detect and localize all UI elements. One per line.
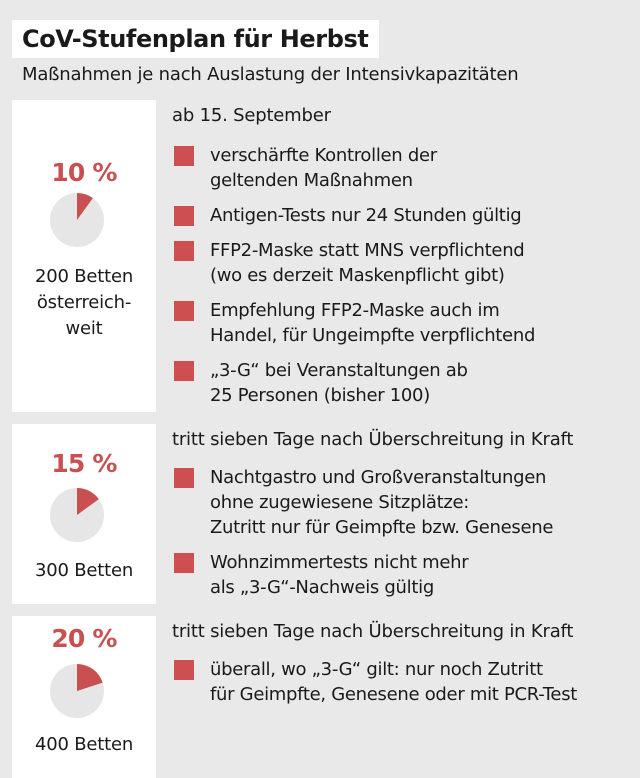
pie-chart-20 [50, 664, 104, 718]
measure-item [172, 203, 640, 228]
beds-label: 200 Betten österreich- weit [34, 266, 134, 339]
chart-title: CoV-Stufenplan für Herbst [22, 25, 369, 53]
measure-item [172, 550, 640, 600]
measure-text: „3-G“ bei Veranstaltungen ab 25 Personen (bisher 100) [210, 360, 468, 406]
bullet-square-icon [174, 660, 194, 680]
pie-chart-10 [50, 193, 104, 247]
stage-header: tritt sieben Tage nach Überschreitung in Kraft [172, 429, 574, 450]
measure-list [172, 465, 640, 610]
beds-label: 400 Betten [34, 734, 134, 755]
pie-chart-15 [50, 488, 104, 542]
bullet-square-icon [174, 146, 194, 166]
measure-item [172, 143, 640, 193]
measure-text: Nachtgastro und Großveranstaltungen ohne zugewiesene Sitzplätze: Zutritt nur für Geimpfte bzw. Genesene [210, 467, 554, 538]
stage-row-15 [12, 424, 640, 604]
stage-percentage: 20 % [51, 624, 117, 653]
stage-left-panel [12, 424, 156, 604]
bullet-square-icon [174, 206, 194, 226]
stage-percentage: 15 % [51, 449, 117, 478]
bullet-square-icon [174, 241, 194, 261]
stage-header: tritt sieben Tage nach Überschreitung in Kraft [172, 621, 574, 642]
bullet-square-icon [174, 301, 194, 321]
measure-item [172, 465, 640, 540]
measure-item [172, 298, 640, 348]
stage-left-panel [12, 100, 156, 412]
measure-item [172, 358, 640, 408]
bullet-square-icon [174, 468, 194, 488]
measure-item [172, 657, 640, 707]
measure-text: FFP2-Maske statt MNS verpflichtend (wo es derzeit Maskenpflicht gibt) [210, 240, 525, 286]
measure-text: Antigen-Tests nur 24 Stunden gültig [210, 205, 522, 226]
stage-header: ab 15. September [172, 105, 331, 126]
bullet-square-icon [174, 361, 194, 381]
measure-text: verschärfte Kontrollen der geltenden Maßnahmen [210, 145, 437, 191]
measure-list [172, 657, 640, 717]
bullet-square-icon [174, 553, 194, 573]
measure-item [172, 238, 640, 288]
title-box [12, 20, 379, 58]
stage-percentage: 10 % [51, 158, 117, 187]
stage-row-20 [12, 616, 640, 778]
stage-row-10 [12, 100, 640, 412]
measure-text: Wohnzimmertests nicht mehr als „3-G“-Nachweis gültig [210, 552, 469, 598]
measure-text: überall, wo „3-G“ gilt: nur noch Zutritt für Geimpfte, Genesene oder mit PCR-Test [210, 659, 578, 705]
beds-label: 300 Betten [34, 560, 134, 581]
measure-text: Empfehlung FFP2-Maske auch im Handel, für Ungeimpfte verpflichtend [210, 300, 536, 346]
measure-list [172, 143, 640, 418]
stage-left-panel [12, 616, 156, 778]
chart-subtitle: Maßnahmen je nach Auslastung der Intensivkapazitäten [22, 64, 519, 85]
